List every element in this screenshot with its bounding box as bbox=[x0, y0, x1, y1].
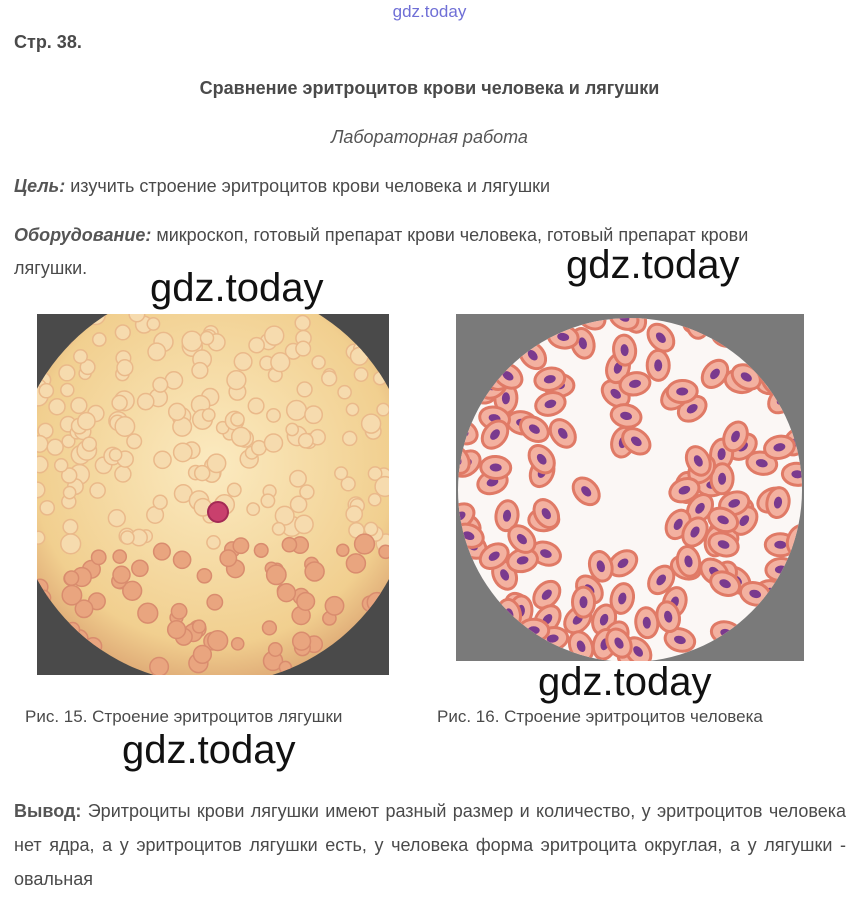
frog-cell bbox=[117, 360, 133, 376]
frog-cell bbox=[40, 501, 54, 515]
frog-cell bbox=[154, 451, 171, 468]
frog-cell bbox=[377, 403, 389, 415]
frog-cell bbox=[254, 544, 268, 558]
frog-cell bbox=[71, 398, 87, 414]
frog-cell bbox=[195, 466, 210, 481]
watermark-big-2: gdz.today bbox=[150, 266, 324, 310]
frog-cell bbox=[64, 487, 76, 499]
frog-cell bbox=[82, 437, 96, 451]
goal-text: изучить строение эритроцитов крови человека и лягушки bbox=[65, 176, 551, 196]
frog-cell bbox=[47, 439, 63, 455]
frog-cell bbox=[74, 350, 87, 363]
frog-cell bbox=[110, 449, 122, 461]
frog-cell bbox=[207, 454, 225, 472]
frog-cell bbox=[269, 643, 282, 656]
conclusion-text: Эритроциты крови лягушки имеют разный размер и количество, у эритроцитов человека нет ядра, а у эритроцитов лягушки есть, у человека форма эритроцита округлая, а у лягушки - овальная bbox=[14, 801, 846, 889]
frog-cell bbox=[335, 467, 348, 480]
frog-cell bbox=[362, 414, 381, 433]
frog-cell bbox=[297, 593, 315, 611]
human-erythrocytes-image bbox=[456, 314, 804, 661]
equipment-label: Оборудование: bbox=[14, 225, 152, 245]
frog-cell bbox=[233, 538, 248, 553]
frog-cell bbox=[153, 378, 168, 393]
frog-cell bbox=[193, 620, 206, 633]
frog-cell bbox=[174, 551, 191, 568]
frog-cell bbox=[169, 403, 186, 420]
human-cell bbox=[573, 587, 595, 617]
goal-paragraph bbox=[14, 170, 846, 203]
frog-cell bbox=[49, 399, 65, 415]
page-subtitle: Лабораторная работа bbox=[331, 127, 528, 147]
frog-cell bbox=[338, 386, 351, 399]
frog-erythrocytes-image bbox=[37, 314, 389, 675]
frog-cell bbox=[115, 466, 131, 482]
frog-cell bbox=[299, 434, 313, 448]
page-title: Сравнение эритроцитов крови человека и лягушки bbox=[199, 78, 660, 98]
frog-cell bbox=[93, 333, 106, 346]
human-cell bbox=[480, 456, 511, 480]
frog-cell bbox=[290, 471, 306, 487]
frog-cell bbox=[295, 515, 313, 533]
frog-cell bbox=[234, 353, 252, 371]
frog-cell bbox=[37, 436, 48, 453]
frog-cell bbox=[346, 403, 358, 415]
figure-16-caption: Рис. 16. Строение эритроцитов человека bbox=[437, 707, 763, 726]
frog-cell bbox=[305, 562, 324, 581]
conclusion-paragraph bbox=[14, 794, 846, 896]
frog-cell bbox=[271, 353, 290, 372]
frog-cell bbox=[232, 638, 244, 650]
frog-cell bbox=[297, 382, 312, 397]
frog-cell bbox=[208, 631, 228, 651]
frog-cell bbox=[201, 332, 214, 345]
frog-cell bbox=[59, 365, 75, 381]
frog-cell bbox=[300, 485, 314, 499]
frog-cell bbox=[174, 443, 192, 461]
frog-cell bbox=[231, 413, 244, 426]
human-micrograph bbox=[456, 314, 804, 661]
frog-cell bbox=[115, 417, 134, 436]
frog-cell bbox=[265, 434, 283, 452]
frog-cell bbox=[64, 571, 78, 585]
frog-cell bbox=[295, 316, 310, 331]
frog-cell bbox=[61, 384, 74, 397]
frog-cell bbox=[232, 427, 251, 446]
watermark-big-4: gdz.today bbox=[122, 728, 296, 772]
frog-cell bbox=[37, 531, 45, 544]
frog-cell bbox=[293, 632, 311, 650]
frog-cell bbox=[207, 595, 222, 610]
frog-cell bbox=[203, 409, 215, 421]
frog-cell bbox=[55, 459, 68, 472]
frog-cell bbox=[63, 520, 78, 535]
frog-cell bbox=[287, 401, 307, 421]
frog-cell bbox=[343, 431, 357, 445]
frog-cell bbox=[78, 413, 95, 430]
figure-15-caption: Рис. 15. Строение эритроцитов лягушки bbox=[25, 707, 343, 726]
frog-cell bbox=[379, 545, 389, 558]
frog-cell bbox=[249, 338, 264, 353]
frog-cell bbox=[194, 646, 212, 664]
frog-cell bbox=[138, 394, 154, 410]
frog-cell bbox=[153, 495, 167, 509]
frog-cell bbox=[346, 506, 362, 522]
frog-cell bbox=[37, 456, 48, 472]
human-cell bbox=[647, 350, 670, 380]
frog-cell bbox=[227, 371, 246, 390]
frog-cell bbox=[108, 510, 125, 527]
frog-cell bbox=[296, 341, 311, 356]
frog-cell bbox=[346, 554, 365, 573]
human-cell bbox=[667, 380, 698, 404]
frog-cell bbox=[354, 368, 367, 381]
frog-cell bbox=[282, 538, 296, 552]
frog-cell bbox=[62, 586, 81, 605]
frog-cell bbox=[39, 384, 53, 398]
frog-cell bbox=[248, 398, 264, 414]
frog-cell bbox=[121, 531, 134, 544]
frog-cell bbox=[90, 483, 105, 498]
frog-cell bbox=[147, 318, 159, 330]
frog-cell bbox=[263, 621, 277, 635]
frog-cell bbox=[182, 331, 202, 351]
conclusion-label: Вывод: bbox=[14, 801, 82, 821]
frog-cell bbox=[207, 536, 220, 549]
frog-cell bbox=[273, 523, 285, 535]
frog-cell bbox=[197, 569, 211, 583]
frog-cell bbox=[375, 477, 389, 497]
equipment-text: микроскоп, готовый препарат крови человека, готовый препарат крови bbox=[151, 225, 749, 245]
frog-cell bbox=[192, 363, 208, 379]
frog-cell bbox=[150, 658, 169, 676]
frog-cell bbox=[286, 423, 298, 435]
frog-cell bbox=[148, 343, 165, 360]
frog-cell bbox=[278, 584, 296, 602]
frog-cell bbox=[355, 534, 375, 554]
page-number: Стр. 38. bbox=[14, 32, 82, 52]
frog-cell bbox=[228, 483, 241, 496]
frog-cell bbox=[61, 534, 81, 554]
frog-leukocyte bbox=[208, 502, 228, 522]
goal-label: Цель: bbox=[14, 176, 66, 196]
frog-cell bbox=[168, 621, 186, 639]
frog-cell bbox=[171, 604, 186, 619]
watermark-top: gdz.today bbox=[392, 2, 467, 21]
frog-cell bbox=[312, 356, 325, 369]
frog-cell bbox=[92, 550, 106, 564]
frog-cell bbox=[265, 326, 284, 345]
frog-cell bbox=[369, 494, 381, 506]
frog-cell bbox=[261, 494, 274, 507]
frog-cell bbox=[113, 550, 126, 563]
frog-cell bbox=[305, 406, 322, 423]
frog-micrograph bbox=[37, 314, 389, 675]
frog-cell bbox=[127, 434, 142, 449]
frog-cell bbox=[322, 371, 337, 386]
frog-cell bbox=[337, 544, 349, 556]
watermark-big-3: gdz.today bbox=[538, 660, 712, 704]
frog-cell bbox=[138, 603, 158, 623]
frog-cell bbox=[115, 325, 130, 340]
frog-cell bbox=[220, 550, 236, 566]
frog-cell bbox=[113, 566, 130, 583]
frog-cell bbox=[132, 560, 148, 576]
frog-cell bbox=[154, 543, 171, 560]
watermark-big-1: gdz.today bbox=[566, 243, 740, 287]
equipment-text-2: лягушки. bbox=[14, 258, 88, 278]
frog-cell bbox=[325, 597, 343, 615]
frog-cell bbox=[267, 409, 280, 422]
frog-cell bbox=[267, 565, 286, 584]
frog-cell bbox=[112, 395, 127, 410]
frog-cell bbox=[247, 503, 259, 515]
